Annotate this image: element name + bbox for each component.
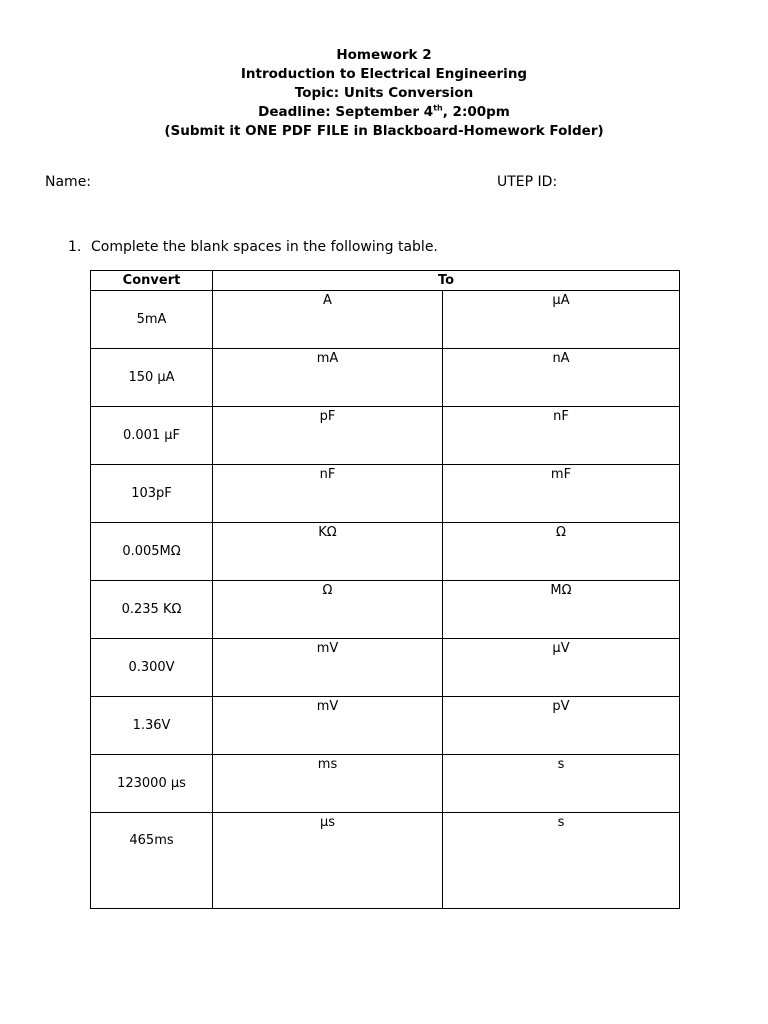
target-unit-cell-1[interactable] [213,465,443,523]
target-unit-cell-2[interactable] [443,755,680,813]
convert-value-cell: 0.235 KΩ [91,581,213,639]
convert-value-cell: 150 μA [91,349,213,407]
target-unit-label: s [557,815,565,830]
target-unit-label: mV [316,641,339,656]
convert-value-cell: 5mA [91,291,213,349]
target-unit-cell-1[interactable] [213,813,443,909]
target-unit-label: Ω [556,525,566,540]
topic-line: Topic: Units Conversion [294,85,474,101]
target-unit-cell-2[interactable] [443,813,680,909]
target-unit-label: mA [316,351,339,366]
target-unit-label: ms [317,757,338,772]
target-unit-cell-2[interactable] [443,581,680,639]
table-row [91,697,680,755]
target-unit-cell-2[interactable] [443,697,680,755]
target-unit-cell-1[interactable] [213,755,443,813]
convert-value-cell: 0.001 μF [91,407,213,465]
target-unit-label: s [557,757,565,772]
deadline-text: Deadline: September 4 [258,104,434,120]
table-row [91,523,680,581]
convert-value-cell: 1.36V [91,697,213,755]
target-unit-label: mV [316,699,339,714]
target-unit-label: pF [319,409,336,424]
target-unit-label: μs [319,815,336,830]
target-unit-label: MΩ [550,583,572,598]
table-row [91,407,680,465]
target-unit-cell-1[interactable] [213,639,443,697]
target-unit-label: nA [552,351,570,366]
target-unit-label: Ω [322,583,333,598]
target-unit-label: nF [319,467,336,482]
target-unit-cell-2[interactable] [443,523,680,581]
table-row [91,465,680,523]
target-unit-label: KΩ [318,525,337,540]
table-row [91,639,680,697]
table-row [91,291,680,349]
target-unit-label: A [323,293,332,308]
convert-value-cell: 0.300V [91,639,213,697]
target-unit-cell-2[interactable] [443,465,680,523]
target-unit-cell-1[interactable] [213,697,443,755]
convert-value-cell: 465ms [91,813,213,909]
deadline-line [0,103,768,122]
conversion-table [90,270,680,909]
target-unit-cell-1[interactable] [213,581,443,639]
convert-value-cell: 103pF [91,465,213,523]
question-number: 1. [68,239,82,255]
table-row [91,581,680,639]
target-unit-label: pV [552,699,570,714]
target-unit-cell-2[interactable] [443,639,680,697]
deadline-time: , 2:00pm [442,104,510,120]
target-unit-cell-1[interactable] [213,349,443,407]
question-1 [68,239,438,255]
target-unit-cell-1[interactable] [213,407,443,465]
table-row [91,813,680,909]
target-unit-cell-2[interactable] [443,291,680,349]
deadline-ordinal: th [433,103,443,113]
target-unit-cell-1[interactable] [213,291,443,349]
course-title: Introduction to Electrical Engineering [240,66,528,82]
question-text: Complete the blank spaces in the following table. [91,239,438,255]
table-row [91,755,680,813]
utep-id-field-label: UTEP ID: [497,174,558,190]
target-unit-label: μA [552,293,570,308]
target-unit-label: μV [552,641,570,656]
table-header-row [91,271,680,291]
target-unit-cell-1[interactable] [213,523,443,581]
table-row [91,349,680,407]
target-unit-cell-2[interactable] [443,407,680,465]
target-unit-cell-2[interactable] [443,349,680,407]
conversion-table-body [91,291,680,909]
convert-value-cell: 0.005MΩ [91,523,213,581]
target-unit-label: nF [553,409,569,424]
document-header [0,46,768,141]
convert-column-header: Convert [91,271,213,291]
to-column-header: To [213,271,680,291]
convert-value-cell: 123000 μs [91,755,213,813]
homework-title: Homework 2 [336,47,432,63]
submission-note: (Submit it ONE PDF FILE in Blackboard-Homework Folder) [164,123,604,139]
target-unit-label: mF [550,467,572,482]
name-field-label: Name: [45,174,92,190]
